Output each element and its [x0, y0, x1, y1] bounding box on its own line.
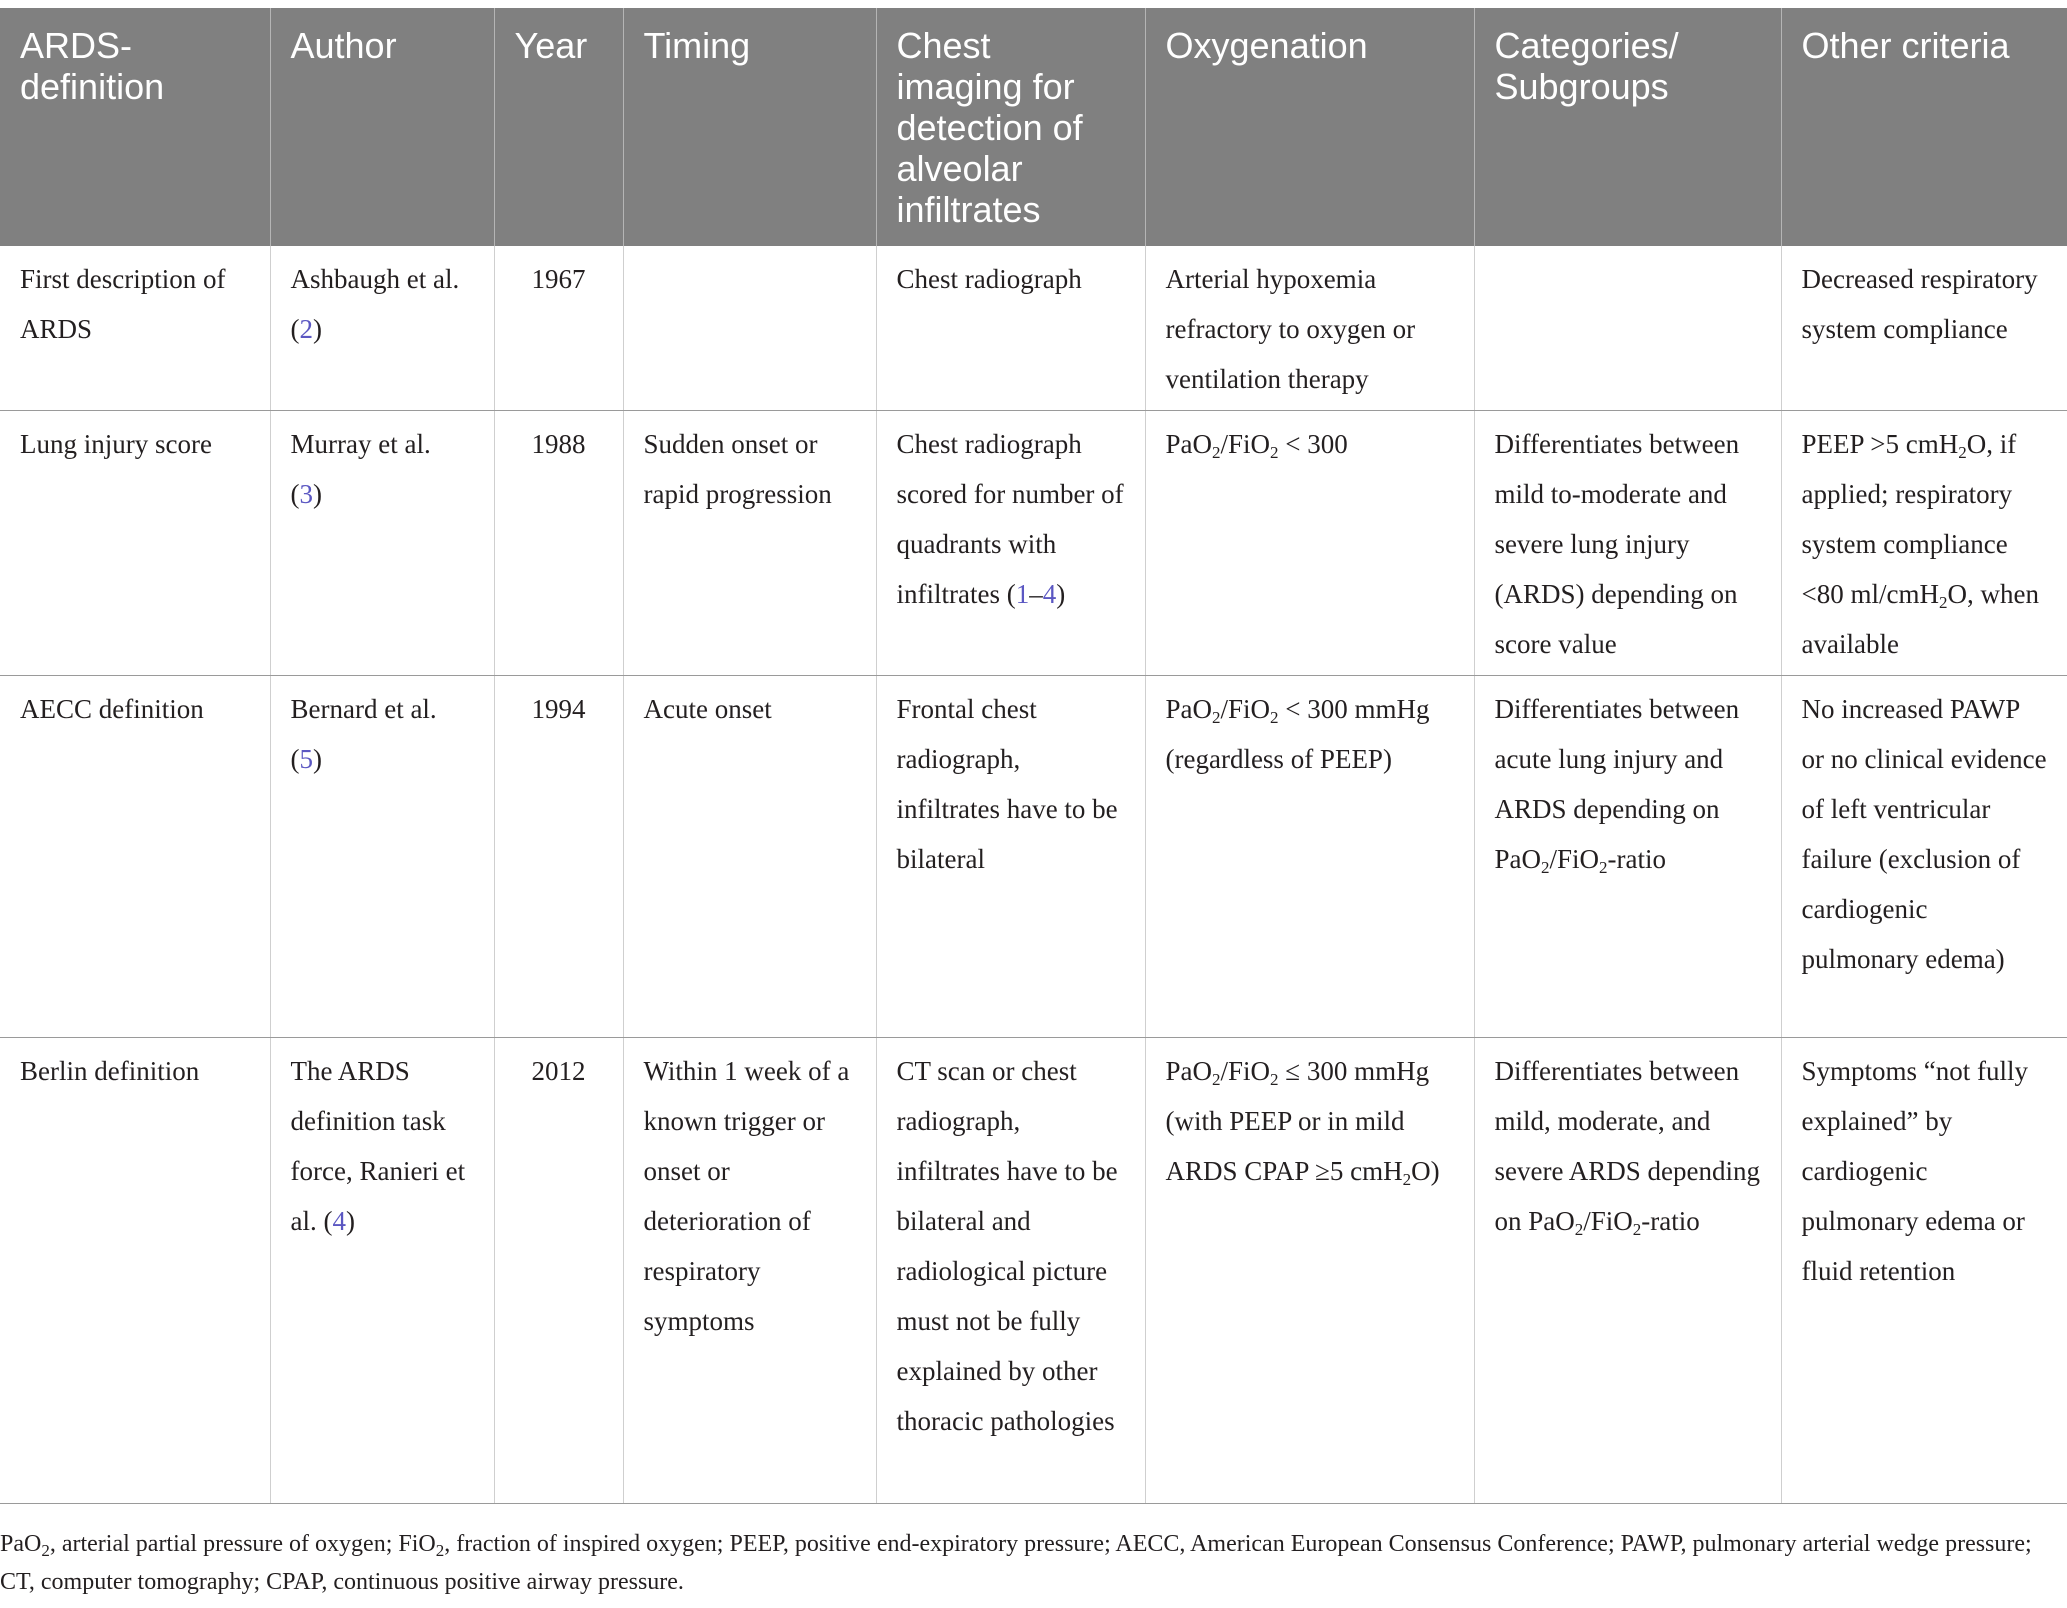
header-year: Year — [494, 8, 623, 246]
cell-categories: Differentiates between mild to-moderate and severe lung injury (ARDS) depending on score value — [1474, 411, 1781, 676]
header-categories: Categories/ Subgroups — [1474, 8, 1781, 246]
cell-oxygenation: PaO$_2$/FiO$_2$ < 300 — [1145, 411, 1474, 676]
cell-other-criteria: Symptoms “not fully explained” by cardiogenic pulmonary edema or fluid retention — [1781, 1038, 2067, 1504]
author-text: Ashbaugh et al. — [290, 264, 460, 294]
cell-other-criteria: Decreased respiratory system compliance — [1781, 246, 2067, 411]
cell-author: Bernard et al. (5) — [270, 676, 494, 1038]
cell-definition: Lung injury score — [0, 411, 270, 676]
table-row — [0, 411, 2067, 676]
cell-author: The ARDS definition task force, Ranieri et al. (4) — [270, 1038, 494, 1504]
cell-imaging: Chest radiograph — [876, 246, 1145, 411]
author-text: Bernard et al. — [290, 694, 437, 724]
ards-definitions-table-container — [0, 8, 2067, 1504]
header-chest-imaging: Chest imaging for detection of alveolar infiltrates — [876, 8, 1145, 246]
cell-other-criteria: No increased PAWP or no clinical evidence of left ventricular failure (exclusion of cardiogenic pulmonary edema) — [1781, 676, 2067, 1038]
cell-year: 2012 — [494, 1038, 623, 1504]
header-row — [0, 8, 2067, 246]
reference-link[interactable]: 4 — [332, 1206, 346, 1236]
table-header — [0, 8, 2067, 246]
reference-range-dash: – — [1029, 579, 1043, 609]
cell-author: Ashbaugh et al. (2) — [270, 246, 494, 411]
cell-year: 1994 — [494, 676, 623, 1038]
reference-link[interactable]: 5 — [299, 744, 313, 774]
cell-definition: Berlin definition — [0, 1038, 270, 1504]
ards-definitions-table — [0, 8, 2067, 1504]
cell-oxygenation: PaO$_2$/FiO$_2$ < 300 mmHg (regardless of PEEP) — [1145, 676, 1474, 1038]
cell-year: 1988 — [494, 411, 623, 676]
cell-categories — [1474, 246, 1781, 411]
reference-link[interactable]: 1 — [1015, 579, 1030, 609]
cell-categories: Differentiates between acute lung injury and ARDS depending on PaO$_2$/FiO$_2$-ratio — [1474, 676, 1781, 1038]
imaging-text: Chest radiograph scored for number of quadrants with infiltrates — [896, 429, 1124, 609]
cell-definition: AECC definition — [0, 676, 270, 1038]
cell-imaging: Chest radiograph scored for number of quadrants with infiltrates (1–4) — [876, 411, 1145, 676]
cell-other-criteria: PEEP >5 cmH$_2$O, if applied; respiratory system compliance <80 ml/cmH$_2$O, when available — [1781, 411, 2067, 676]
table-body — [0, 246, 2067, 1504]
author-text: Murray et al. — [290, 429, 431, 459]
cell-oxygenation: Arterial hypoxemia refractory to oxygen or ventilation therapy — [1145, 246, 1474, 411]
table-row — [0, 246, 2067, 411]
cell-imaging: Frontal chest radiograph, infiltrates have to be bilateral — [876, 676, 1145, 1038]
reference-link[interactable]: 4 — [1042, 579, 1057, 609]
header-author: Author — [270, 8, 494, 246]
cell-oxygenation: PaO$_2$/FiO$_2$ ≤ 300 mmHg (with PEEP or in mild ARDS CPAP ≥5 cmH$_2$O) — [1145, 1038, 1474, 1504]
cell-imaging: CT scan or chest radiograph, infiltrates have to be bilateral and radiological picture must not be fully explained by other thoracic pathologies — [876, 1038, 1145, 1504]
header-timing: Timing — [623, 8, 876, 246]
cell-timing: Within 1 week of a known trigger or onset or deterioration of respiratory symptoms — [623, 1038, 876, 1504]
cell-categories: Differentiates between mild, moderate, and severe ARDS depending on PaO$_2$/FiO$_2$-ratio — [1474, 1038, 1781, 1504]
cell-timing — [623, 246, 876, 411]
header-oxygenation: Oxygenation — [1145, 8, 1474, 246]
cell-year: 1967 — [494, 246, 623, 411]
reference-link[interactable]: 3 — [299, 479, 313, 509]
cell-author: Murray et al. (3) — [270, 411, 494, 676]
header-other-criteria: Other criteria — [1781, 8, 2067, 246]
table-footnote: PaO$_2$, arterial partial pressure of oxygen; FiO$_2$, fraction of inspired oxygen; PEEP, positive end-expiratory pressure; AECC, American European Consensus Conference; PAWP, pulmonary arterial wedge pressure; CT, computer tomography; CPAP, continuous positive airway pressure. — [0, 1531, 2032, 1595]
table-row — [0, 676, 2067, 1038]
author-text: The ARDS definition task force, Ranieri et al. — [290, 1056, 466, 1236]
header-ards-definition: ARDS-definition — [0, 8, 270, 246]
cell-timing: Acute onset — [623, 676, 876, 1038]
reference-link[interactable]: 2 — [299, 314, 313, 344]
cell-definition: First description of ARDS — [0, 246, 270, 411]
table-row — [0, 1038, 2067, 1504]
cell-timing: Sudden onset or rapid progression — [623, 411, 876, 676]
